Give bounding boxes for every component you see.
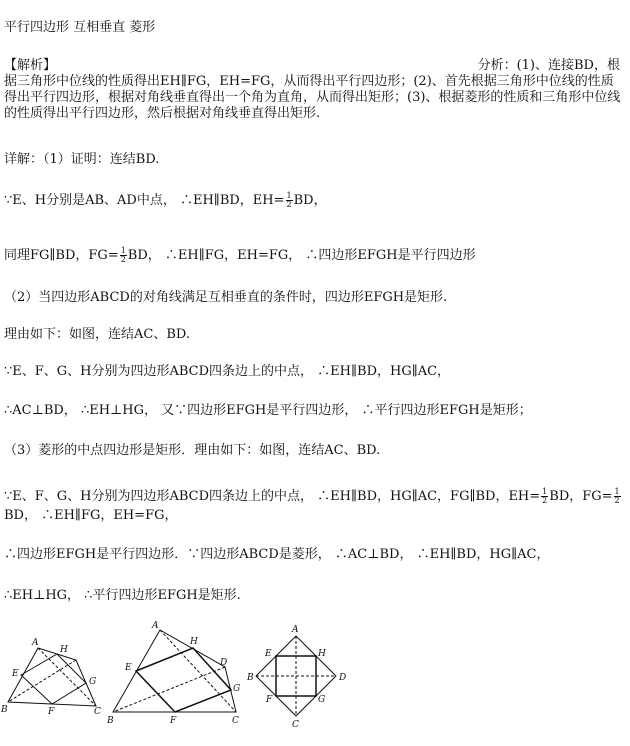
label-A: A [152, 621, 159, 631]
label-A: A [32, 638, 39, 648]
label-F: F [266, 695, 273, 705]
analysis-lead-text: (1)、连接BD，根 [516, 58, 620, 73]
solution-line-10: BD， ∴EH∥FG，EH=FG， [4, 508, 178, 523]
label-D: D [339, 673, 347, 683]
label-B: B [247, 673, 254, 683]
label-H: H [318, 649, 326, 659]
label-E: E [125, 663, 132, 673]
label-D: D [220, 658, 228, 668]
fraction-half: $\frac{1}{2}$ [286, 191, 292, 209]
solution-line-9b: BD，FG= [549, 489, 613, 504]
solution-line-12: ∴EH⊥HG， ∴平行四边形EFGH是矩形. [4, 588, 241, 603]
label-F: F [170, 716, 177, 726]
fraction-half: $\frac{1}{2}$ [614, 487, 620, 505]
fraction-half: $\frac{1}{2}$ [120, 246, 126, 264]
solution-line-9a: ∵E、F、G、H分别为四边形ABCD四条边上的中点， ∴EH∥BD，HG∥AC，FG∥BD，EH= [4, 489, 541, 504]
solution-line-6: ∵E、F、G、H分别为四边形ABCD四条边上的中点， ∴EH∥BD，HG∥AC， [4, 364, 451, 379]
solution-line-11: ∴四边形EFGH是平行四边形．∵四边形ABCD是菱形， ∴AC⊥BD， ∴EH∥BD，HG∥AC， [4, 547, 550, 562]
label-C: C [94, 707, 101, 717]
label-E: E [12, 669, 19, 679]
label-E: E [265, 649, 272, 659]
label-B: B [1, 705, 8, 715]
analysis-lead-label: 分析： [477, 58, 517, 73]
solution-line-7: ∴AC⊥BD， ∴EH⊥HG， 又∵四边形EFGH是平行四边形， ∴平行四边形EFGH是矩形； [4, 403, 532, 418]
solution-line-4: （2）当四边形ABCD的对角线满足互相垂直的条件时，四边形EFGH是矩形. [4, 290, 448, 305]
label-H: H [60, 645, 68, 655]
fraction-half: $\frac{1}{2}$ [542, 487, 548, 505]
label-C: C [292, 720, 299, 730]
solution-line-1: 详解：（1）证明：连结BD. [4, 152, 160, 167]
figure-1 [8, 648, 96, 706]
solution-line-3b: BD， ∴EH∥FG，EH=FG， ∴四边形EFGH是平行四边形 [127, 248, 476, 263]
solution-line-3a: 同理FG∥BD，FG= [4, 248, 119, 263]
label-H: H [190, 637, 198, 647]
label-G: G [233, 684, 241, 694]
label-A: A [292, 625, 299, 635]
label-F: F [48, 707, 55, 717]
solution-line-8: （3）菱形的中点四边形是矩形．理由如下：如图，连结AC、BD. [4, 443, 381, 458]
analysis-heading: 【解析】 [4, 58, 57, 73]
solution-line-2b: BD， [293, 193, 327, 208]
label-C: C [232, 716, 239, 726]
analysis-body: 据三角形中位线的性质得出EH∥FG，EH=FG，从而得出平行四边形；(2)、首先根据三角形中位线的性质得出平行四边形，根据对角线垂直得出一个角为直角，从而得出矩形；(3)、根据菱形的性质和三角形中位线的性质得出平行四边形，然后根据对角线垂直得出矩形. [4, 74, 621, 121]
label-G: G [89, 677, 97, 687]
solution-line-5: 理由如下：如图，连结AC、BD. [4, 327, 190, 342]
label-B: B [107, 716, 114, 726]
label-G: G [318, 695, 326, 705]
page-title: 平行四边形 互相垂直 菱形 [4, 20, 156, 35]
solution-line-2a: ∵E、H分别是AB、AD中点， ∴EH∥BD，EH= [4, 193, 285, 208]
